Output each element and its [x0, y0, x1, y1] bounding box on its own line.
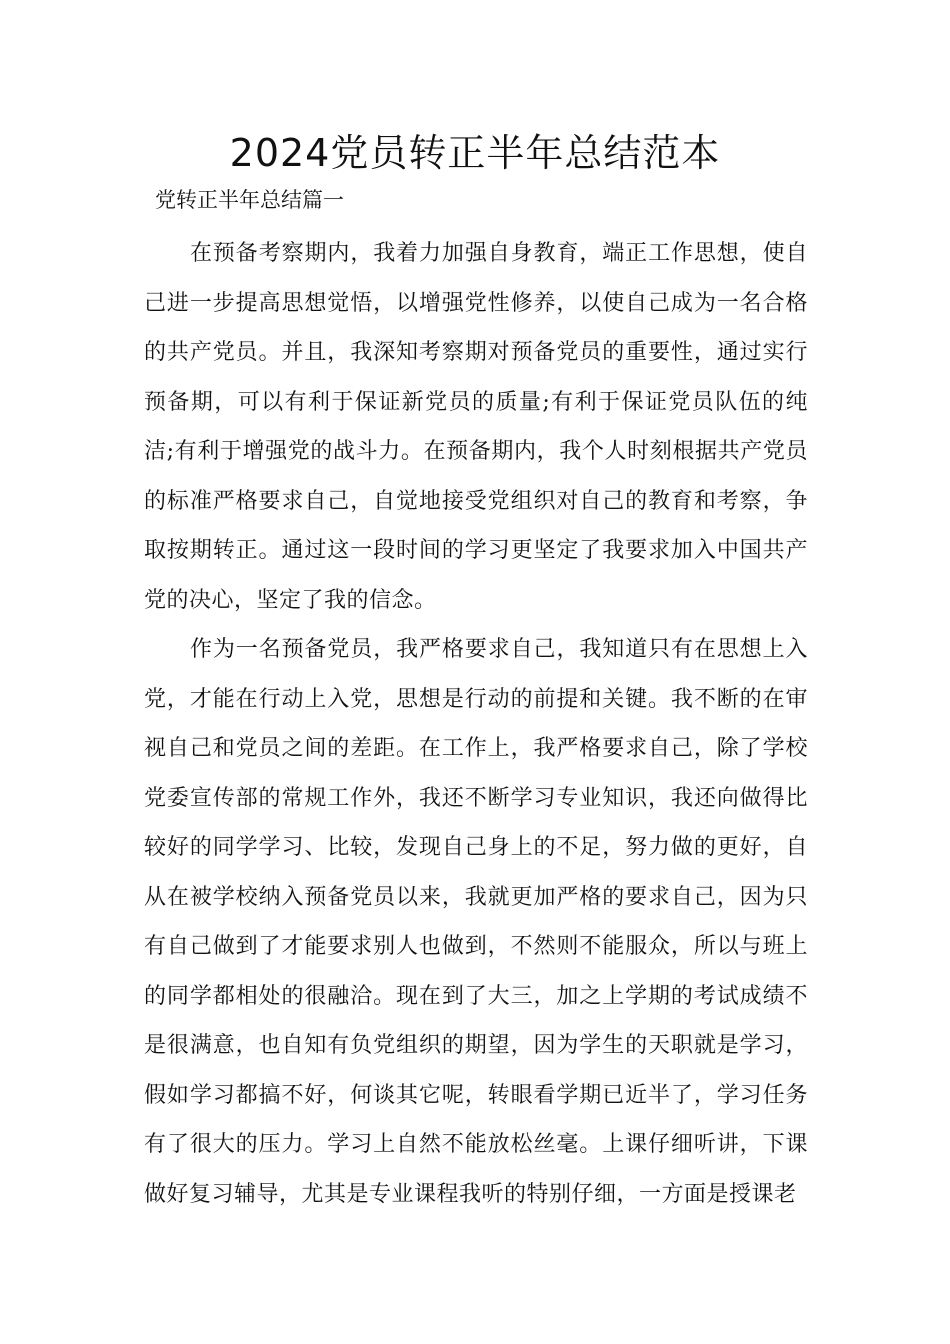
document-title: 2024党员转正半年总结范本 — [229, 131, 721, 175]
paragraph-1: 在预备考察期内，我着力加强自身教育，端正工作思想，使自己进一步提高思想觉悟，以增强党性修养，以使自己成为一名合格的共产党员。并且，我深知考察期对预备党员的重要性，通过实行预备期，可以有利于保证新党员的质量;有利于保证党员队伍的纯洁;有利于增强党的战斗力。在预备期内，我个人时刻根据共产党员的标准严格要求自己，自觉地接受党组织对自己的教育和考察，争取按期转正。通过这一段时间的学习更坚定了我要求加入中国共产党的决心，坚定了我的信念。 — [144, 241, 808, 613]
section-heading: 党转正半年总结篇一 — [155, 188, 344, 212]
document-body — [144, 229, 808, 1219]
paragraph-2: 作为一名预备党员，我严格要求自己，我知道只有在思想上入党，才能在行动上入党，思想是行动的前提和关键。我不断的在审视自己和党员之间的差距。在工作上，我严格要求自己，除了学校党委宣传部的常规工作外，我还不断学习专业知识，我还向做得比较好的同学学习、比较，发现自己身上的不足，努力做的更好，自从在被学校纳入预备党员以来，我就更加严格的要求自己，因为只有自己做到了才能要求别人也做到，不然则不能服众，所以与班上的同学都相处的很融洽。现在到了大三，加之上学期的考试成绩不是很满意，也自知有负党组织的期望，因为学生的天职就是学习，假如学习都搞不好，何谈其它呢，转眼看学期已近半了，学习任务有了很大的压力。学习上自然不能放松丝毫。上课仔细听讲，下课做好复习辅导，尤其是专业课程我听的特别仔细，一方面是授课老 — [144, 637, 808, 1207]
